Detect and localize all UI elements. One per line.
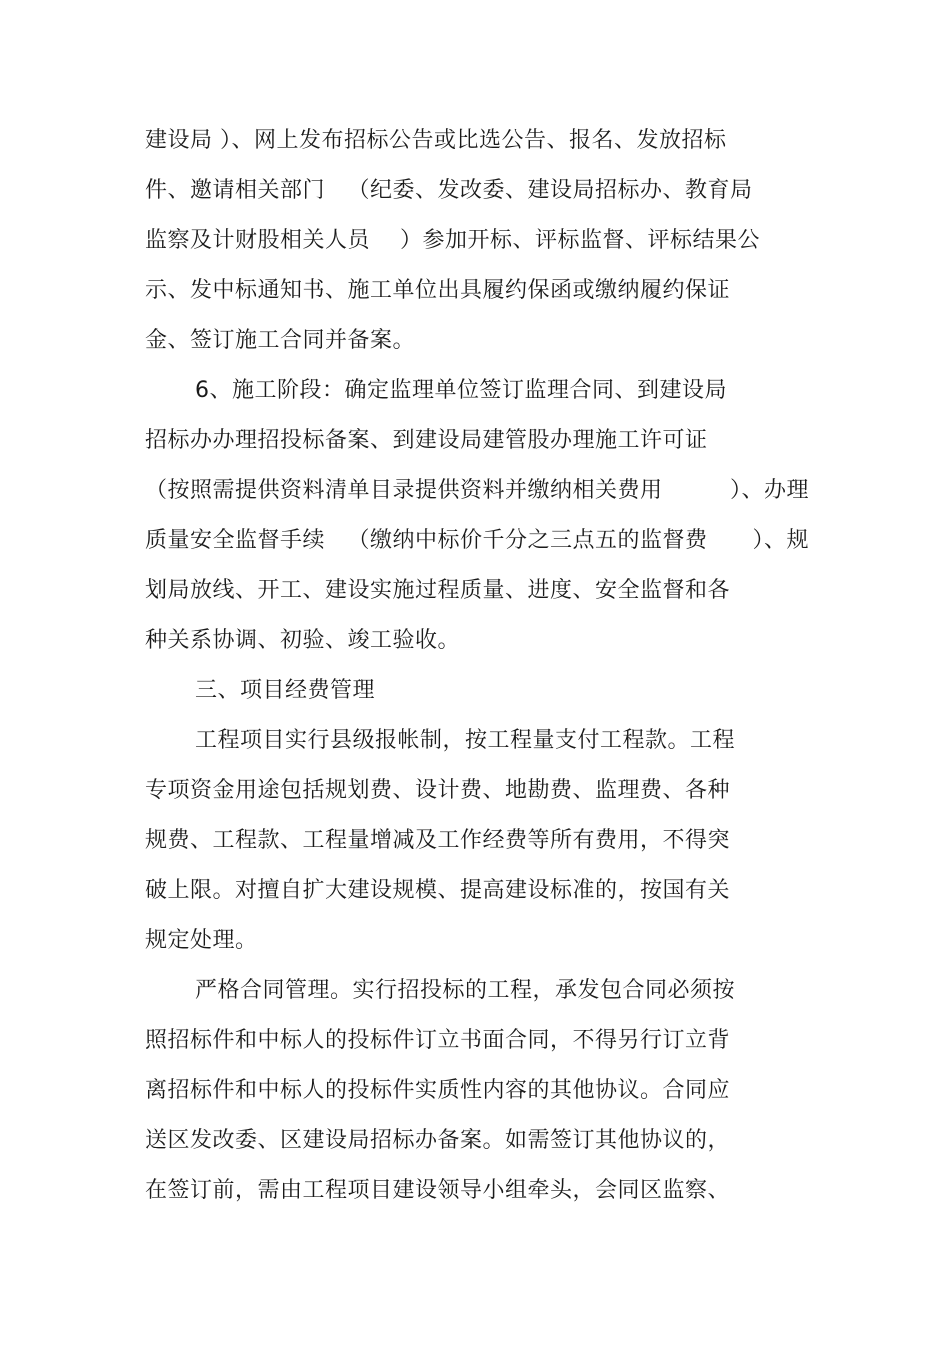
text-line: （按照需提供资料清单目录提供资料并缴纳相关费用 ）、办理	[145, 478, 809, 503]
text-line: 示、发中标通知书、施工单位出具履约保函或缴纳履约保证	[145, 278, 731, 303]
text-line: 专项资金用途包括规划费、设计费、地勘费、监理费、各种	[145, 778, 731, 803]
text-line: 规定处理。	[145, 928, 258, 953]
text-line: 种关系协调、初验、竣工验收。	[145, 628, 461, 653]
section-heading: 6、施工阶段：确定监理单位签订监理合同、到建设局	[195, 378, 727, 403]
section-heading: 三、项目经费管理	[195, 678, 376, 703]
paragraph-start: 严格合同管理。实行招投标的工程，承发包合同必须按	[195, 978, 736, 1003]
text-line: 监察及计财股相关人员 ）参加开标、评标监督、评标结果公	[145, 228, 760, 253]
text-line: 离招标件和中标人的投标件实质性内容的其他协议。合同应	[145, 1078, 731, 1103]
text-line: 照招标件和中标人的投标件订立书面合同，不得另行订立背	[145, 1028, 731, 1053]
text-line: 在签订前，需由工程项目建设领导小组牵头，会同区监察、	[145, 1178, 731, 1203]
text-line: 划局放线、开工、建设实施过程质量、进度、安全监督和各	[145, 578, 731, 603]
text-line: 建设局 ）、网上发布招标公告或比选公告、报名、发放招标	[145, 128, 727, 153]
text-line: 送区发改委、区建设局招标办备案。如需签订其他协议的，	[145, 1128, 731, 1153]
text-line: 规费、工程款、工程量增减及工作经费等所有费用，不得突	[145, 828, 731, 853]
text-line: 件、邀请相关部门 （纪委、发改委、建设局招标办、教育局	[145, 178, 753, 203]
text-line: 破上限。对擅自扩大建设规模、提高建设标准的，按国有关	[145, 878, 731, 903]
text-line: 招标办办理招投标备案、到建设局建管股办理施工许可证	[145, 428, 708, 453]
text-line: 质量安全监督手续 （缴纳中标价千分之三点五的监督费 ）、规	[145, 528, 809, 553]
text-line: 金、签订施工合同并备案。	[145, 328, 416, 353]
paragraph-start: 工程项目实行县级报帐制，按工程量支付工程款。工程	[195, 728, 736, 753]
